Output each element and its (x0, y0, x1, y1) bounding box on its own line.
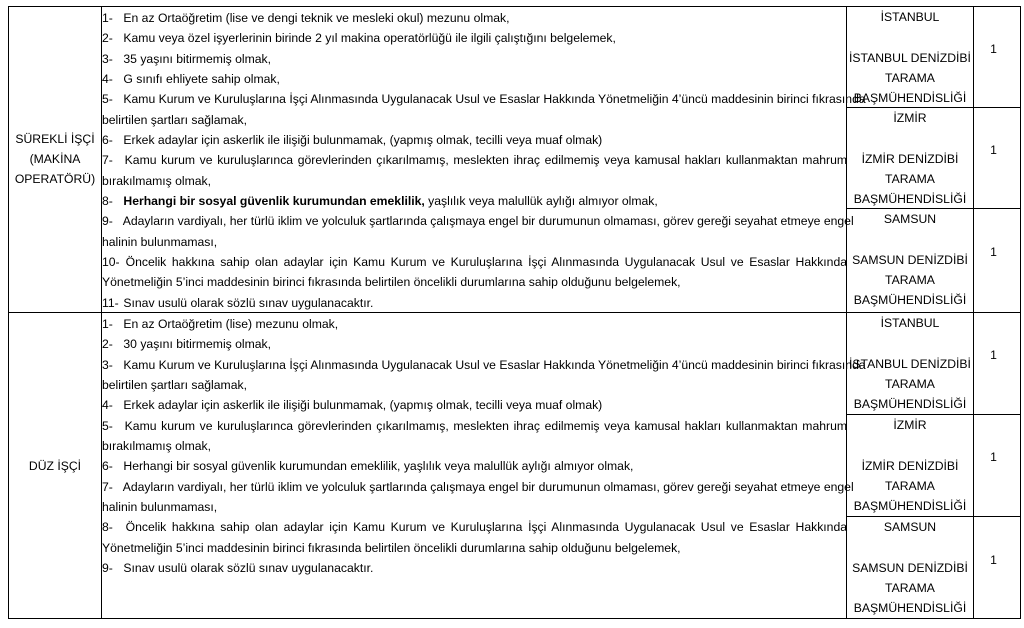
requirement-number: 5- (102, 92, 113, 107)
position-count: 1 (990, 348, 997, 362)
requirement-item (102, 89, 866, 109)
location-unit-line: TARAMA (885, 376, 935, 391)
requirement-number: 3- (102, 51, 113, 66)
requirement-item (102, 232, 847, 252)
requirement-text: halinin bulunmaması, (102, 500, 218, 515)
requirements-list (102, 8, 866, 313)
location-city: SAMSUN (883, 520, 937, 534)
location-unit-line: BAŞMÜHENDİSLİĞİ (853, 601, 967, 616)
category-label-line: (MAKİNA (29, 152, 81, 166)
requirement-item (102, 558, 847, 578)
requirement-item (102, 150, 847, 170)
requirement-text: 35 yaşını bitirmemiş olmak, (123, 51, 272, 66)
location-cell (847, 108, 973, 209)
requirement-number: 10- (102, 255, 120, 270)
requirement-item (102, 314, 847, 334)
location-city: İSTANBUL (880, 10, 940, 24)
requirement-text: Adayların vardiyalı, her türlü iklim ve yolculuk şartlarında çalışmaya engel bir durumunun olmaması, görev gereği seyahat etmeye engel (122, 479, 854, 494)
requirement-number: 4- (102, 72, 113, 87)
requirement-item (102, 334, 847, 354)
category-label-line: DÜZ İŞÇİ (28, 458, 82, 473)
location-unit-line: İSTANBUL DENİZDİBİ (849, 50, 971, 65)
location-unit-line: TARAMA (885, 171, 935, 186)
requirement-item (102, 375, 847, 395)
requirement-number: 1- (102, 11, 113, 25)
requirement-number: 11- (102, 295, 119, 310)
requirement-number: 8- (102, 520, 113, 535)
requirement-number: 4- (102, 398, 113, 413)
requirement-text: Kamu Kurum ve Kuruluşlarına İşçi Alınmasında Uygulanacak Usul ve Esaslar Hakkında Yönetmeliğin 4’üncü maddesinin birinci fıkrasında (123, 357, 866, 372)
requirement-text: Sınav usulü olarak sözlü sınav uygulanacaktır. (123, 561, 374, 576)
requirement-text: bırakılmamış olmak, (102, 439, 212, 454)
location-unit-line: BAŞMÜHENDİSLİĞİ (853, 91, 967, 106)
category-label-line: OPERATÖRÜ) (14, 172, 96, 186)
requirement-text: halinin bulunmaması, (102, 234, 218, 249)
requirement-text: Herhangi bir sosyal güvenlik kurumundan emeklilik, yaşlılık veya malullük aylığı almıyor olmak, (123, 459, 634, 474)
category-label-line: SÜREKLİ İŞÇİ (15, 132, 95, 146)
requirement-item (102, 436, 847, 456)
requirement-item (102, 69, 847, 89)
requirement-item (102, 538, 847, 558)
location-unit-line: İZMİR DENİZDİBİ (861, 151, 959, 166)
location-city: SAMSUN (883, 212, 937, 226)
location-spacer (847, 435, 973, 455)
location-unit-line: BAŞMÜHENDİSLİĞİ (853, 293, 967, 308)
requirement-item (102, 28, 847, 48)
requirement-item (102, 416, 847, 436)
requirement-number: 8- (102, 194, 113, 209)
requirement-item (102, 395, 847, 415)
requirement-text: En az Ortaöğretim (lise ve dengi teknik ve mesleki okul) mezunu olmak, (123, 11, 510, 25)
requirement-item (102, 477, 854, 497)
requirement-text: Yönetmeliğin 5’inci maddesinin birinci fıkrasında belirtilen öncelikli durumlarına sahip olduğunu belgelemek, (102, 540, 681, 555)
location-unit-line: SAMSUN DENİZDİBİ (852, 252, 968, 267)
requirement-text: 30 yaşını bitirmemiş olmak, (123, 337, 272, 352)
requirement-number: 7- (102, 479, 113, 494)
requirement-number: 7- (102, 153, 113, 168)
requirement-number: 3- (102, 357, 113, 372)
requirement-text: belirtilen şartları sağlamak, (102, 112, 247, 127)
requirement-text: Erkek adaylar için askerlik ile ilişiği bulunmamak, (yapmış olmak, tecilli veya muaf olmak) (123, 133, 603, 148)
location-city: İZMİR (893, 418, 927, 432)
requirement-bold-text: Herhangi bir sosyal güvenlik kurumundan emeklilik, (123, 194, 425, 209)
requirements-list (102, 314, 866, 578)
requirement-text: En az Ortaöğretim (lise) mezunu olmak, (123, 317, 339, 331)
category-cell (8, 129, 102, 189)
location-unit-line: TARAMA (885, 70, 935, 85)
requirement-item (102, 252, 847, 272)
category-cell (8, 456, 102, 476)
location-cell (847, 209, 973, 310)
requirement-number: 2- (102, 31, 113, 46)
position-count: 1 (990, 552, 997, 567)
location-spacer (847, 229, 973, 249)
requirement-item (102, 497, 847, 517)
position-count: 1 (990, 41, 997, 56)
position-count: 1 (990, 142, 997, 157)
requirement-text: Kamu kurum ve kuruluşlarınca görevlerinden çıkarılmamış, meslekten ihraç edilmemiş veya kamusal hakları kullanmaktan mahrum (124, 418, 848, 433)
location-cell (847, 7, 973, 108)
requirements-table (8, 6, 1021, 619)
requirement-item (102, 130, 847, 150)
location-cell (847, 313, 973, 414)
requirement-item (102, 171, 847, 191)
requirement-number: 2- (102, 337, 113, 352)
location-city: İSTANBUL (880, 316, 940, 330)
requirement-item (102, 456, 847, 476)
location-unit-line: TARAMA (885, 272, 935, 287)
location-spacer (847, 128, 973, 148)
requirement-number: 9- (102, 561, 113, 576)
requirement-item (102, 355, 866, 375)
requirement-text: Öncelik hakkına sahip olan adaylar için Kamu Kurum ve Kuruluşlarına İşçi Alınmasında Uygulanacak Usul ve Esaslar Hakkında (125, 520, 848, 535)
requirement-text: bırakılmamış olmak, (102, 173, 212, 188)
location-unit-line: İSTANBUL DENİZDİBİ (849, 356, 971, 371)
requirement-text: Sınav usulü olarak sözlü sınav uygulanacaktır. (123, 295, 374, 310)
requirement-number: 5- (102, 418, 113, 433)
requirement-item (102, 272, 847, 292)
location-cell (847, 517, 973, 618)
location-unit-line: SAMSUN DENİZDİBİ (852, 560, 968, 575)
location-spacer (847, 27, 973, 47)
location-unit-line: İZMİR DENİZDİBİ (861, 458, 959, 473)
requirement-text: Yönetmeliğin 5’inci maddesinin birinci fıkrasında belirtilen öncelikli durumlarına sahip olduğunu belgelemek, (102, 275, 681, 290)
requirement-number: 9- (102, 214, 113, 229)
location-spacer (847, 333, 973, 353)
location-spacer (847, 537, 973, 557)
requirement-text: G sınıfı ehliyete sahip olmak, (123, 72, 280, 87)
requirement-item (102, 191, 847, 211)
requirement-item (102, 49, 847, 69)
requirement-item (102, 517, 847, 537)
requirement-item (102, 8, 847, 28)
requirement-number: 6- (102, 133, 113, 148)
location-unit-line: TARAMA (885, 478, 935, 493)
requirement-number: 6- (102, 459, 113, 474)
requirement-item (102, 110, 847, 130)
location-unit-line: BAŞMÜHENDİSLİĞİ (853, 397, 967, 412)
requirement-number: 1- (102, 317, 113, 331)
requirement-text: Erkek adaylar için askerlik ile ilişiği bulunmamak, (yapmış olmak, tecilli veya muaf olmak) (123, 398, 603, 413)
position-count: 1 (990, 450, 997, 464)
location-city: İZMİR (893, 111, 927, 125)
location-cell (847, 415, 973, 516)
location-unit-line: BAŞMÜHENDİSLİĞİ (853, 499, 967, 514)
position-count: 1 (990, 245, 997, 259)
location-unit-line: TARAMA (885, 580, 935, 595)
requirement-text: Kamu kurum ve kuruluşlarınca görevlerinden çıkarılmamış, meslekten ihraç edilmemiş veya kamusal hakları kullanmaktan mahrum (124, 153, 848, 168)
requirement-item (102, 211, 854, 231)
requirement-text: yaşlılık veya malullük aylığı almıyor olmak, (424, 194, 658, 209)
requirement-text: Kamu Kurum ve Kuruluşlarına İşçi Alınmasında Uygulanacak Usul ve Esaslar Hakkında Yönetmeliğin 4’üncü maddesinin birinci fıkrasında (123, 92, 866, 107)
requirement-text: Öncelik hakkına sahip olan adaylar için Kamu Kurum ve Kuruluşlarına İşçi Alınmasında Uygulanacak Usul ve Esaslar Hakkında (125, 255, 848, 270)
requirement-item (102, 293, 847, 313)
requirement-text: Kamu veya özel işyerlerinin birinde 2 yıl makina operatörlüğü ile ilgili çalıştığını belgelemek, (123, 31, 616, 46)
requirement-text: belirtilen şartları sağlamak, (102, 378, 247, 393)
requirement-text: Adayların vardiyalı, her türlü iklim ve yolculuk şartlarında çalışmaya engel bir durumunun olmaması, görev gereği seyahat etmeye engel (122, 214, 854, 229)
location-unit-line: BAŞMÜHENDİSLİĞİ (853, 192, 967, 207)
